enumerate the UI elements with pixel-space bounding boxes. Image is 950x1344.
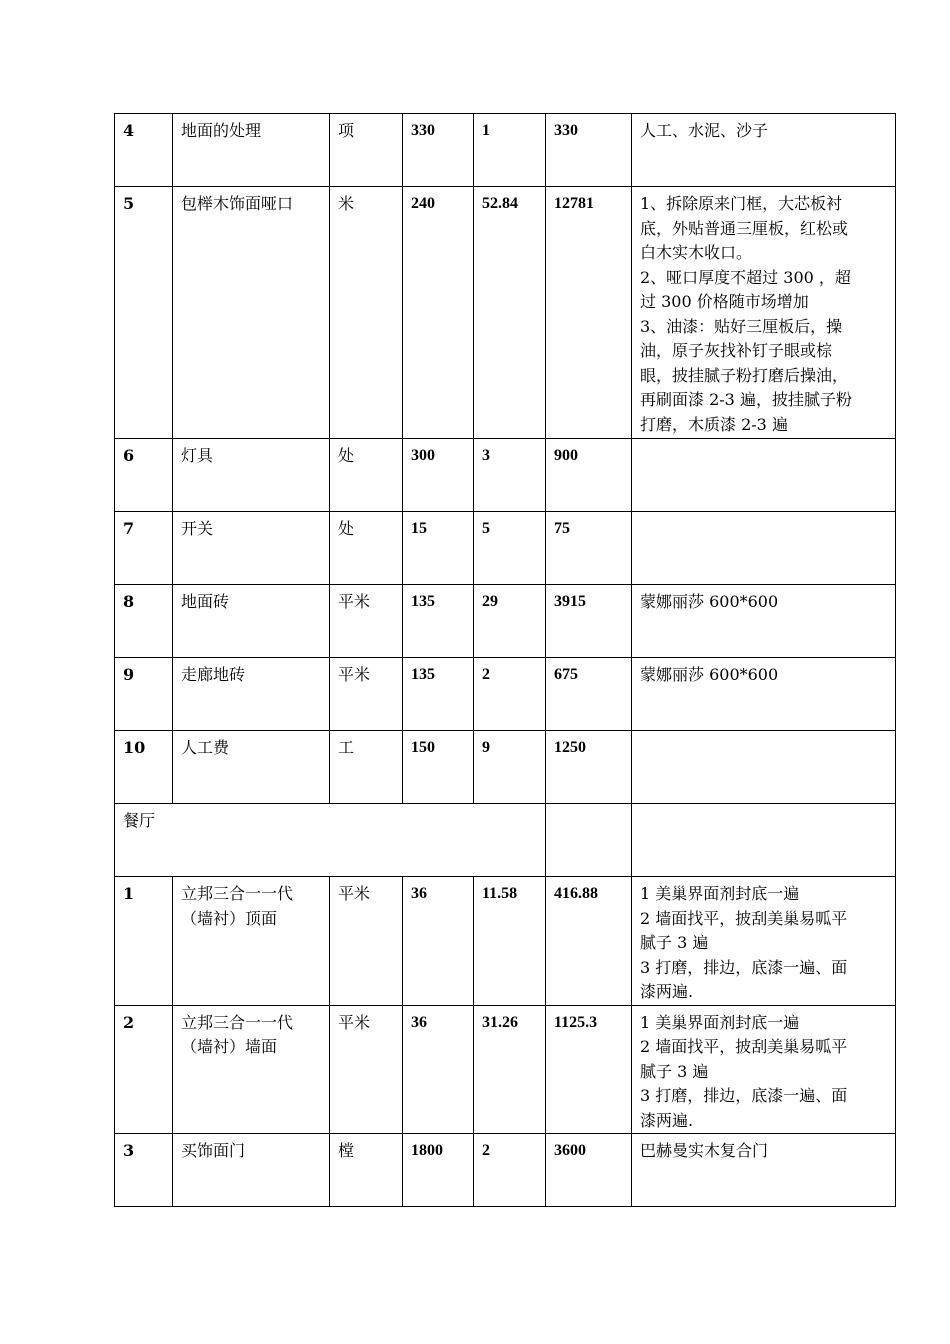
total: 3600	[546, 1134, 632, 1207]
unit: 平米	[330, 658, 403, 731]
table-row	[115, 1134, 896, 1207]
note	[632, 731, 896, 804]
row-number: 1	[115, 877, 173, 1006]
unit-price: 36	[403, 877, 474, 1006]
note	[632, 439, 896, 512]
note: 1 美巢界面剂封底一遍 2 墙面找平，披刮美巢易呱平 腻子 3 遍 3 打磨，排边，底漆一遍、面 漆两遍.	[632, 1005, 896, 1134]
unit-price: 300	[403, 439, 474, 512]
unit-price: 36	[403, 1005, 474, 1134]
quantity: 5	[474, 512, 546, 585]
quantity: 31.26	[474, 1005, 546, 1134]
unit: 米	[330, 187, 403, 439]
unit-price: 15	[403, 512, 474, 585]
quantity: 1	[474, 114, 546, 187]
quantity: 11.58	[474, 877, 546, 1006]
total: 330	[546, 114, 632, 187]
quantity: 2	[474, 658, 546, 731]
unit: 处	[330, 512, 403, 585]
table-row	[115, 658, 896, 731]
row-number: 5	[115, 187, 173, 439]
item-name: 走廊地砖	[173, 658, 330, 731]
section-row	[115, 804, 896, 877]
table-row	[115, 585, 896, 658]
note: 蒙娜丽莎 600*600	[632, 658, 896, 731]
item-name: 买饰面门	[173, 1134, 330, 1207]
table-row	[115, 731, 896, 804]
note	[632, 512, 896, 585]
item-name: 立邦三合一一代 （墙衬）顶面	[173, 877, 330, 1006]
total: 75	[546, 512, 632, 585]
note: 人工、水泥、沙子	[632, 114, 896, 187]
total: 1250	[546, 731, 632, 804]
quote-table	[114, 113, 896, 1207]
row-number: 4	[115, 114, 173, 187]
quantity: 29	[474, 585, 546, 658]
unit-price: 150	[403, 731, 474, 804]
row-number: 6	[115, 439, 173, 512]
item-name: 立邦三合一一代 （墙衬）墙面	[173, 1005, 330, 1134]
total: 416.88	[546, 877, 632, 1006]
note: 1、拆除原来门框，大芯板衬 底，外贴普通三厘板，红松或 白木实木收口。 2、哑口厚度不超过 300 ，超 过 300 价格随市场增加 3、油漆：贴好三厘板后，操 油，原子灰找补钉子眼或棕 眼，披挂腻子粉打磨后操油， 再刷面漆 2-3 遍，披挂腻子粉 打磨，木质漆 2-3 遍	[632, 187, 896, 439]
total: 1125.3	[546, 1005, 632, 1134]
item-name: 人工费	[173, 731, 330, 804]
quantity: 3	[474, 439, 546, 512]
unit-price: 330	[403, 114, 474, 187]
table-row	[115, 114, 896, 187]
table-row	[115, 512, 896, 585]
item-name: 灯具	[173, 439, 330, 512]
total: 12781	[546, 187, 632, 439]
section-blank-cell	[546, 804, 632, 877]
quantity: 2	[474, 1134, 546, 1207]
table-row	[115, 877, 896, 1006]
row-number: 8	[115, 585, 173, 658]
table-row	[115, 1005, 896, 1134]
unit: 项	[330, 114, 403, 187]
total: 675	[546, 658, 632, 731]
note: 巴赫曼实木复合门	[632, 1134, 896, 1207]
unit: 平米	[330, 585, 403, 658]
table-row	[115, 439, 896, 512]
row-number: 10	[115, 731, 173, 804]
unit: 平米	[330, 1005, 403, 1134]
total: 3915	[546, 585, 632, 658]
item-name: 开关	[173, 512, 330, 585]
row-number: 2	[115, 1005, 173, 1134]
unit: 平米	[330, 877, 403, 1006]
unit: 处	[330, 439, 403, 512]
unit-price: 1800	[403, 1134, 474, 1207]
note: 蒙娜丽莎 600*600	[632, 585, 896, 658]
section-blank-cell	[632, 804, 896, 877]
unit-price: 135	[403, 658, 474, 731]
total: 900	[546, 439, 632, 512]
item-name: 包榉木饰面哑口	[173, 187, 330, 439]
unit-price: 135	[403, 585, 474, 658]
unit: 工	[330, 731, 403, 804]
section-title: 餐厅	[115, 804, 546, 877]
row-number: 7	[115, 512, 173, 585]
unit: 樘	[330, 1134, 403, 1207]
item-name: 地面的处理	[173, 114, 330, 187]
quantity: 52.84	[474, 187, 546, 439]
table-row	[115, 187, 896, 439]
note: 1 美巢界面剂封底一遍 2 墙面找平，披刮美巢易呱平 腻子 3 遍 3 打磨，排边，底漆一遍、面 漆两遍.	[632, 877, 896, 1006]
row-number: 3	[115, 1134, 173, 1207]
quantity: 9	[474, 731, 546, 804]
row-number: 9	[115, 658, 173, 731]
unit-price: 240	[403, 187, 474, 439]
item-name: 地面砖	[173, 585, 330, 658]
